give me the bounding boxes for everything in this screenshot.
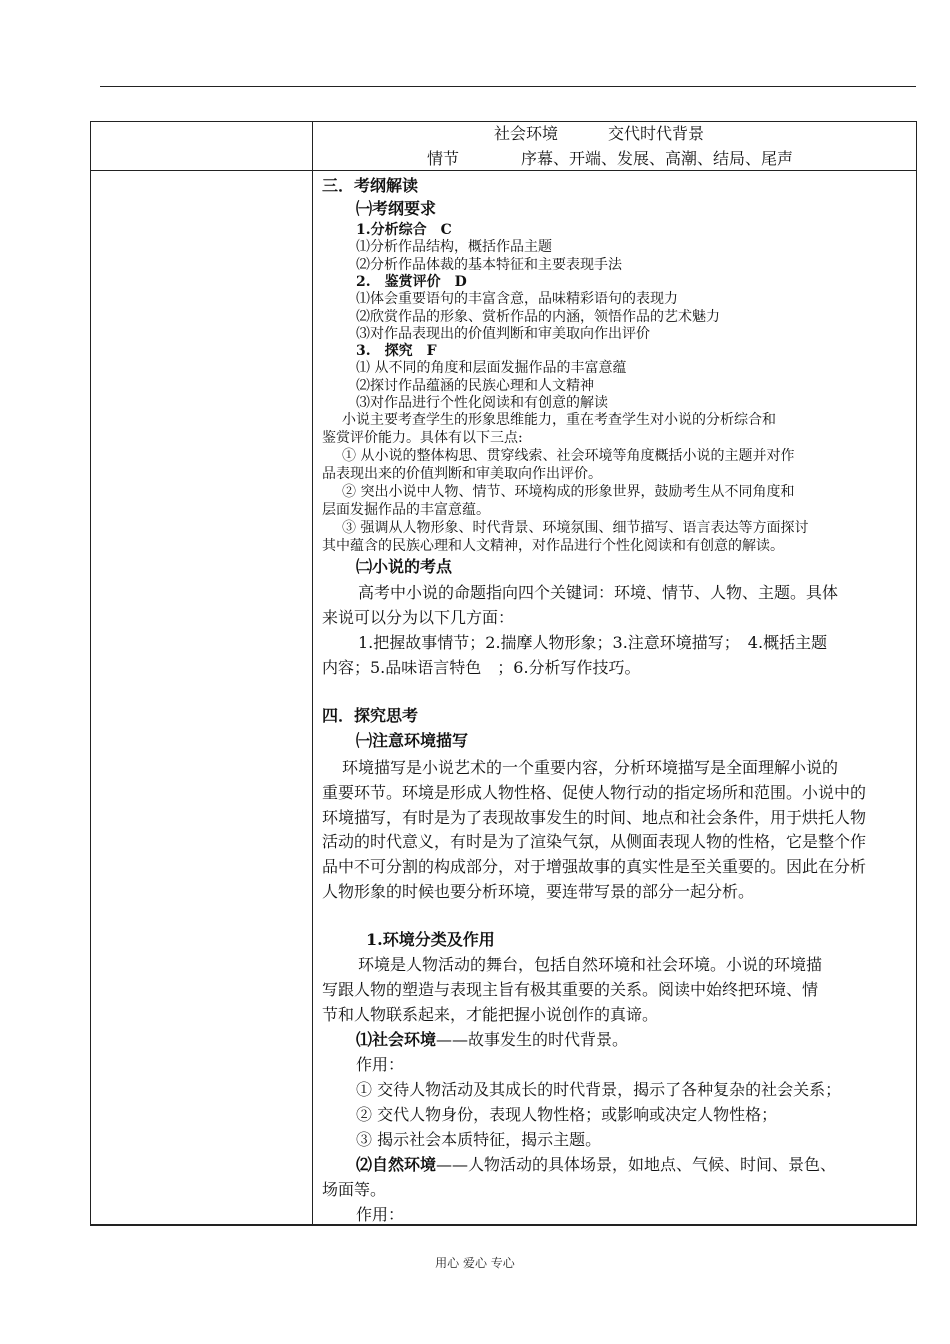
natural-environment-cont: 场面等。 — [322, 1180, 387, 1199]
s4para2-line: 节和人物联系起来，才能把握小说创作的真谛。 — [322, 1005, 659, 1024]
s4para-line: 品中不可分割的构成部分，对于增强故事的真实性是至关重要的。因此在分析 — [322, 857, 867, 877]
header-era-background: 交代时代背景 — [608, 124, 705, 143]
s3para-line: ① 从小说的整体构思、贯穿线索、社会环境等角度概括小说的主题并对作 — [342, 448, 795, 464]
s3items-line: ⑵分析作品体裁的基本特征和主要表现手法 — [356, 256, 622, 273]
social-effect-label: 作用： — [356, 1055, 405, 1074]
s3items-line: ⑴ 从不同的角度和层面发掘作品的丰富意蕴 — [356, 360, 627, 377]
s3para-line: 鉴赏评价能力。具体有以下三点: — [322, 430, 523, 446]
natural-environment-line — [356, 1155, 836, 1175]
section4-title: 四．探究思考 — [322, 706, 419, 725]
s3para2-line: 高考中小说的命题指向四个关键词：环境、情节、人物、主题。具体 — [358, 583, 839, 602]
section4-sub1: ㈠注意环境描写 — [356, 731, 469, 750]
section4-heading-classification: 1.环境分类及作用 — [366, 930, 495, 949]
s3para-line: 小说主要考查学生的形象思维能力，重在考查学生对小说的分析综合和 — [342, 412, 776, 428]
s3para2-line: 1.把握故事情节；2.揣摩人物形象；3.注意环境描写； 4.概括主题 — [358, 633, 828, 652]
social-environment-label: ⑴社会环境 — [356, 1030, 437, 1049]
s3para-line: ② 突出小说中人物、情节、环境构成的形象世界，鼓励考生从不同角度和 — [342, 484, 795, 500]
natural-environment-desc: ——人物活动的具体场景，如地点、气候、时间、景色、 — [436, 1155, 837, 1174]
s3para-line: 其中蕴含的民族心理和人文精神，对作品进行个性化阅读和有创意的解读。 — [322, 538, 784, 554]
s4para2-line: 环境是人物活动的舞台，包括自然环境和社会环境。小说的环境描 — [358, 955, 823, 974]
table-column-divider — [312, 121, 313, 1225]
header-plot: 情节 — [427, 149, 460, 168]
section3-sub2: ㈡小说的考点 — [356, 557, 453, 576]
page-footer: 用心 爱心 专心 — [435, 1256, 515, 1270]
s4effects-line: ③ 揭示社会本质特征，揭示主题。 — [356, 1130, 602, 1149]
s3items-line: ⑴体会重要语句的丰富含意，品味精彩语句的表现力 — [356, 291, 678, 308]
s4para-line: 环境描写是小说艺术的一个重要内容，分析环境描写是全面理解小说的 — [342, 758, 839, 777]
table-row-divider — [90, 170, 917, 171]
s3items-line: 2. 鉴赏评价 D — [356, 273, 467, 290]
s3items-line: ⑴分析作品结构，概括作品主题 — [356, 239, 552, 256]
s3para2-line: 内容；5.品味语言特色 ；6.分析写作技巧。 — [322, 658, 641, 677]
s4para-line: 环境描写，有时是为了表现故事发生的时间、地点和社会条件，用于烘托人物 — [322, 807, 867, 827]
header-rule — [100, 86, 916, 87]
natural-environment-label: ⑵自然环境 — [356, 1155, 437, 1174]
s4para-line: 活动的时代意义，有时是为了渲染气氛，从侧面表现人物的性格，它是整个作 — [322, 832, 867, 852]
s3items-line: 1.分析综合 C — [356, 222, 452, 238]
s3para-line: 品表现出来的价值判断和审美取向作出评价。 — [322, 466, 602, 482]
header-social-env: 社会环境 — [494, 124, 559, 143]
s3para-line: 层面发掘作品的丰富意蕴。 — [322, 502, 490, 518]
s3items-line: ⑶对作品进行个性化阅读和有创意的解读 — [356, 395, 608, 411]
social-environment-line — [356, 1030, 628, 1050]
s3para-line: ③ 强调从人物形象、时代背景、环境氛围、细节描写、语言表达等方面探讨 — [342, 520, 809, 536]
section3-sub1: ㈠考纲要求 — [356, 199, 437, 218]
section3-title: 三．考纲解读 — [322, 176, 419, 195]
s4para-line: 人物形象的时候也要分析环境，要连带写景的部分一起分析。 — [322, 882, 755, 901]
header-plot-stages: 序幕、开端、发展、高潮、结局、尾声 — [521, 149, 794, 168]
s4effects-line: ① 交待人物活动及其成长的时代背景，揭示了各种复杂的社会关系； — [356, 1080, 842, 1099]
s3items-line: ⑵欣赏作品的形象、赏析作品的内涵，领悟作品的艺术魅力 — [356, 308, 720, 325]
s3para2-line: 来说可以分为以下几方面： — [322, 608, 515, 627]
s3items-line: ⑵探讨作品蕴涵的民族心理和人文精神 — [356, 377, 594, 394]
s4para2-line: 写跟人物的塑造与表现主旨有极其重要的关系。阅读中始终把环境、情 — [322, 980, 819, 999]
s4para-line: 重要环节。环境是形成人物性格、促使人物行动的指定场所和范围。小说中的 — [322, 782, 867, 802]
social-environment-desc: ——故事发生的时代背景。 — [436, 1030, 629, 1049]
s4effects-line: ② 交代人物身份，表现人物性格；或影响或决定人物性格； — [356, 1105, 778, 1124]
table-bottom-rule — [90, 1225, 917, 1226]
s3items-line: ⑶对作品表现出的价值判断和审美取向作出评价 — [356, 325, 650, 342]
s3items-line: 3. 探究 F — [356, 343, 437, 360]
natural-effect-label: 作用： — [356, 1205, 405, 1224]
